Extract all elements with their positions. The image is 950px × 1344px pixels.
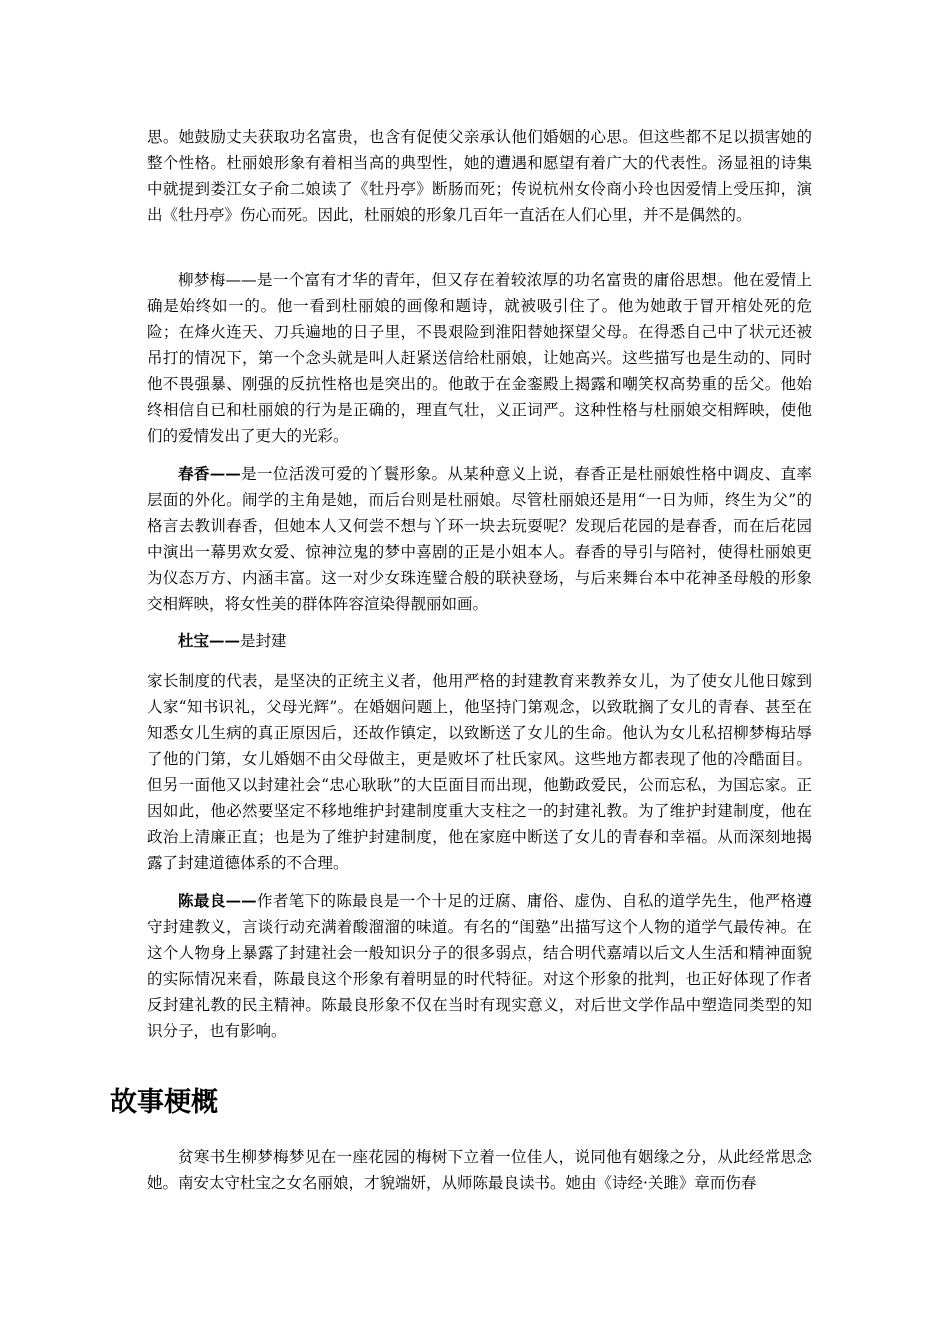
section-heading-story-summary: 故事梗概: [110, 1087, 218, 1118]
du-bao-intro-text: 是封建: [240, 632, 287, 650]
paragraph-du-liniang-conclusion: 思。她鼓励丈夫获取功名富贵，也含有促使父亲承认他们婚姻的心思。但这些都不足以损害她的整个性格。杜丽娘形象有着相当高的典型性，她的遭遇和愿望有着广大的代表性。汤显祖的诗集中就提到娄江女子俞二娘读了《牡丹亭》断肠而死；传说杭州女伶商小玲也因爱情上受压抑，演出《牡丹亭》伤心而死。因此，杜丽娘的形象几百年一直活在人们心里，并不是偶然的。: [147, 128, 812, 224]
du-bao-label: 杜宝——: [178, 631, 241, 650]
paragraph-liu-mengmei: 柳梦梅——是一个富有才华的青年，但又存在着较浓厚的功名富贵的庸俗思想。他在爱情上确是始终如一的。他一看到杜丽娘的画像和题诗，就被吸引住了。他为她敢于冒开棺处死的危险；在烽火连天、刀兵遍地的日子里，不畏艰险到淮阳替她探望父母。在得悉自己中了状元还被吊打的情况下，第一个念头就是叫人赶紧送信给杜丽娘，让她高兴。这些描写也是生动的、同时他不畏强暴、刚强的反抗性格也是突出的。他敢于在金銮殿上揭露和嘲笑权高势重的岳父。他始终相信自已和杜丽娘的行为是正确的，理直气壮，义正词严。这种性格与杜丽娘交相辉映，使他们的爱情发出了更大的光彩。: [147, 271, 812, 445]
paragraph-story-summary: 贫寒书生柳梦梅梦见在一座花园的梅树下立着一位佳人，说同他有姻缘之分，从此经常思念她。南安太守杜宝之女名丽娘，才貌端妍，从师陈最良读书。她由《诗经·关雎》章而伤春: [147, 1148, 812, 1192]
chunxiang-text: 是一位活泼可爱的丫鬟形象。从某种意义上说，春香正是杜丽娘性格中调皮、直率层面的外化。闹学的主角是她，而后台则是杜丽娘。尽管杜丽娘还是用“一日为师，终生为父”的格言去教训春香，但她本人又何尝不想与丫环一块去玩耍呢？发现后花园的是春香，而在后花园中演出一幕男欢女爱、惊神泣鬼的梦中喜剧的正是小姐本人。春香的导引与陪衬，使得杜丽娘更为仪态万方、内涵丰富。这一对少女珠连璧合般的联袂登场，与后来舞台本中花神圣母般的形象交相辉映，将女性美的群体阵容渲染得靓丽如画。: [147, 465, 812, 613]
chunxiang-label: 春香——: [178, 464, 241, 483]
chen-zuiliang-text: 作者笔下的陈最良是一个十足的迂腐、庸俗、虚伪、自私的道学先生，他严格遵守封建教义，言谈行动充满着酸溜溜的味道。有名的“闺塾”出描写这个人物的道学气最传神。在这个人物身上暴露了封建社会一般知识分子的很多弱点，结合明代嘉靖以后文人生活和精神面貌的实际情况来看，陈最良这个形象有着明显的时代特征。对这个形象的批判，也正好体现了作者反封建礼教的民主精神。陈最良形象不仅在当时有现实意义，对后世文学作品中塑造同类型的知识分子，也有影响。: [147, 892, 812, 1040]
paragraph-du-bao: 家长制度的代表，是坚决的正统主义者，他用严格的封建教育来教养女儿，为了使女儿他日嫁到人家“知书识礼，父母光辉”。在婚姻问题上，他坚持门第观念，以致耽搁了女儿的青春、甚至在知悉女儿生病的真正原因后，还故作镇定，以致断送了女儿的生命。他认为女儿私招柳梦梅玷辱了他的门第，女儿婚姻不由父母做主，更是败坏了杜氏家风。这些地方都表现了他的冷酷面目。但另一面他又以封建社会“忠心耿耿”的大臣面目而出现，他勤政爱民，公而忘私，为国忘家。正因如此，他必然要坚定不移地维护封建制度重大支柱之一的封建礼教。为了维护封建制度，他在政治上清廉正直；也是为了维护封建制度，他在家庭中断送了女儿的青春和幸福。从而深刻地揭露了封建道德体系的不合理。: [147, 672, 812, 872]
chen-zuiliang-label: 陈最良——: [178, 891, 257, 910]
paragraph-du-bao-intro: [147, 628, 812, 654]
paragraph-chunxiang: [147, 461, 812, 617]
paragraph-chen-zuiliang: [147, 888, 812, 1044]
